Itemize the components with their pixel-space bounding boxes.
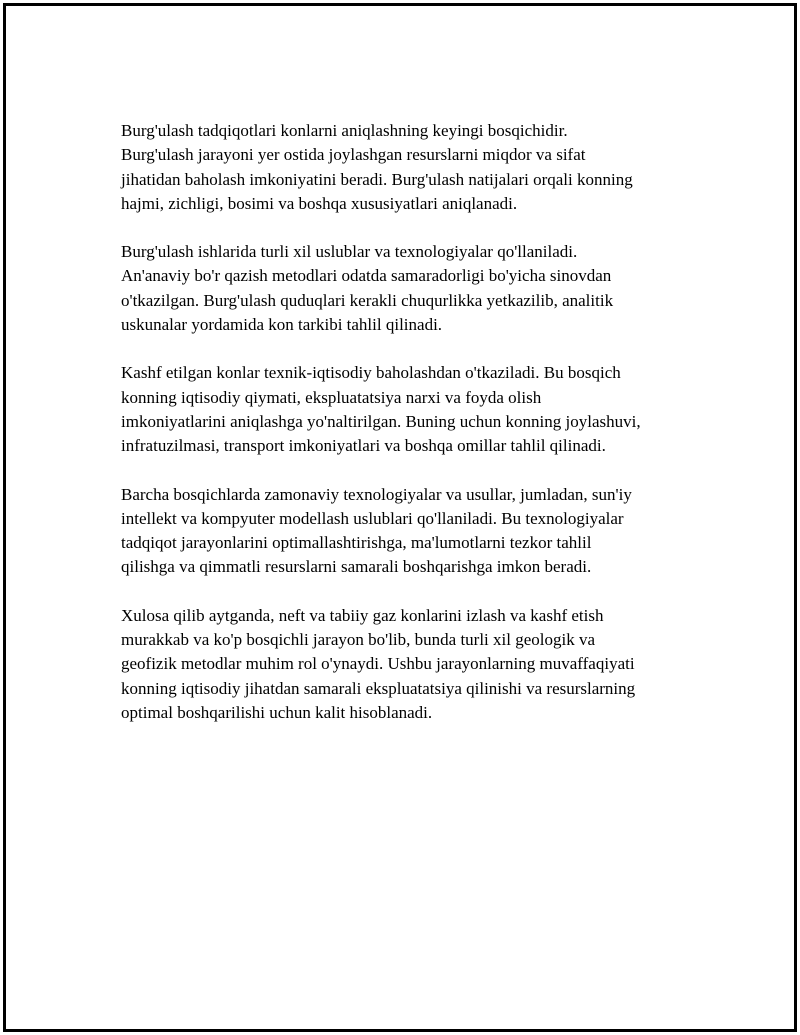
paragraph-drilling-methods: Burg'ulash ishlarida turli xil uslublar va texnologiyalar qo'llaniladi. An'anaviy bo'r qazish metodlari odatda samaradorligi bo'yicha sinovdan o'tkazilgan. Burg'ulash quduqlari kerakli chuqurlikka yetkazilib, analitik uskunalar yordamida kon tarkibi tahlil qilinadi. (121, 242, 614, 335)
page-frame (3, 3, 797, 1032)
paragraph-modern-technologies: Barcha bosqichlarda zamonaviy texnologiyalar va usullar, jumladan, sun'iy intellekt va kompyuter modellash uslublari qo'llaniladi. Bu texnologiyalar tadqiqot jarayonlarini optimallashtirishga, ma'lumotlarni tezkor tahlil qilishga va qimmatli resurslarni samarali boshqarishga imkon beradi. (121, 484, 632, 577)
paragraph-drilling-research: Burg'ulash tadqiqotlari konlarni aniqlashning keyingi bosqichidir. Burg'ulash jarayoni yer ostida joylashgan resurslarni miqdor va sifat jihatidan baholash imkoniyatini beradi. Burg'ulash natijalari orqali konning hajmi, zichligi, bosimi va boshqa xususiyatlari aniqlanadi. (121, 121, 633, 213)
paragraph-conclusion: Xulosa qilib aytganda, neft va tabiiy gaz konlarini izlash va kashf etish murakkab va ko'p bosqichli jarayon bo'lib, bunda turli xil geologik va geofizik metodlar muhim rol o'ynaydi. Ushbu jarayonlarning muvaffaqiyati konning iqtisodiy jihatdan samarali ekspluatatsiya qilinishi va resurslarning optimal boshqarilishi uchun kalit hisoblanadi. (121, 605, 636, 722)
page-content (121, 119, 721, 749)
paragraph-economic-assessment: Kashf etilgan konlar texnik-iqtisodiy baholashdan o'tkaziladi. Bu bosqich konning iqtisodiy qiymati, ekspluatatsiya narxi va foyda olish imkoniyatlarini aniqlashga yo'naltirilgan. Buning uchun konning joylashuvi, infratuzilmasi, transport imkoniyatlari va boshqa omillar tahlil qilinadi. (121, 363, 641, 456)
